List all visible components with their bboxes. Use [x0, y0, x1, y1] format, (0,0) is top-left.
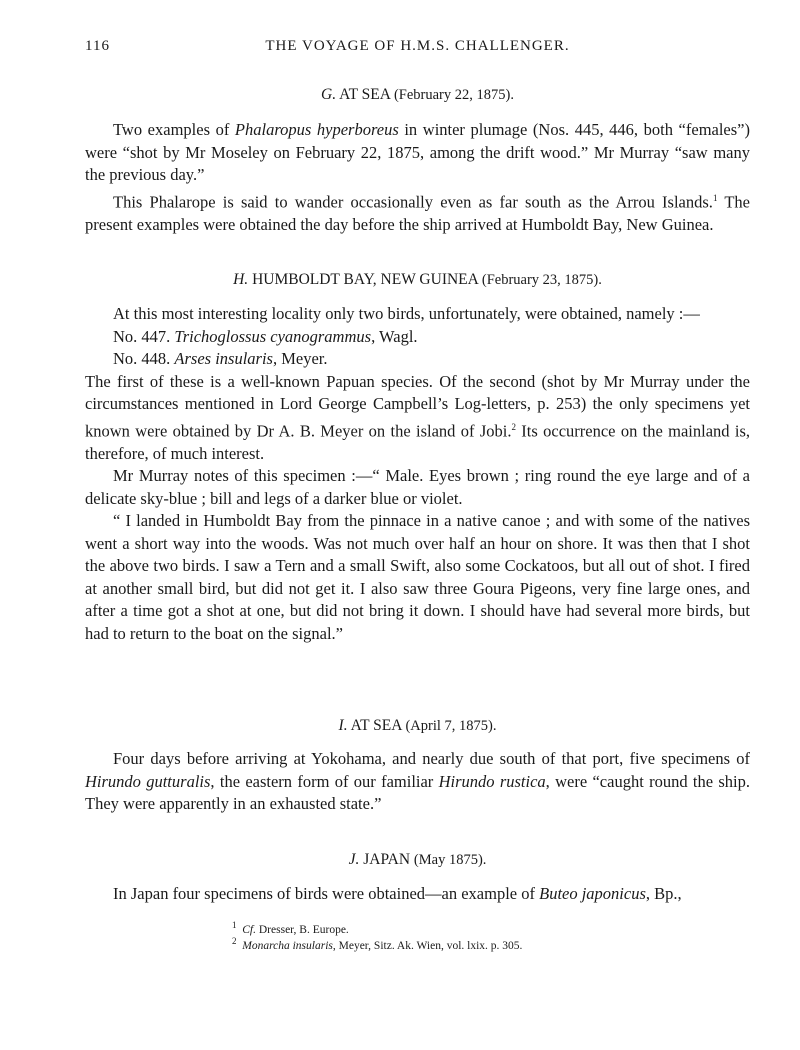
section-heading-g: G. AT SEA (February 22, 1875).	[321, 86, 514, 103]
paragraph: This Phalarope is said to wander occasionally even as far south as the Arrou Islands.$^1$ The present examples were obtained the day before the ship arrived at Humboldt Bay, New Guinea.	[85, 192, 751, 234]
running-title: THE VOYAGE OF H.M.S. CHALLENGER.	[265, 38, 570, 54]
running-header	[85, 38, 750, 58]
species-name: Buteo japonicus	[539, 884, 646, 903]
species-name: Arses insularis	[174, 349, 273, 368]
section-j-text	[85, 883, 750, 906]
paragraph: The first of these is a well-known Papuan species. Of the second (shot by Mr Murray under the circumstances mentioned in Lord George Campbell’s Log-letters, p. 253) the only specimens yet known were obtained by Dr A. B. Meyer on the island of Jobi.$^2$ Its occurrence on the mainland is, therefore, of much interest.	[85, 371, 751, 463]
paragraph: In Japan four specimens of birds were obtained—an example of Buteo japonicus, Bp.,	[113, 884, 682, 903]
paragraph: Mr Murray notes of this specimen :—“ Male. Eyes brown ; ring round the eye large and of a delicate sky-blue ; bill and legs of a darker blue or violet.	[85, 466, 750, 508]
species-name: Trichoglossus cyanogrammus	[174, 326, 372, 346]
species-name: Phalaropus hyperboreus	[234, 120, 399, 139]
paragraph: At this most interesting locality only two birds, unfortunately, were obtained, namely :—	[113, 304, 700, 323]
section-h-text	[85, 303, 750, 645]
section-g-text	[85, 119, 750, 236]
footnote-ref: 1	[712, 192, 718, 203]
species-name: Hirundo gutturalis	[85, 771, 211, 791]
footnote-1: $^1$ Cf. Dresser, B. Europe.	[232, 920, 349, 936]
footnote-2: $^2$ Monarcha insularis, Meyer, Sitz. Ak. Wien, vol. lxix. p. 305.	[232, 936, 523, 952]
paragraph: Four days before arriving at Yokohama, and nearly due south of that port, five specimens of Hirundo gutturalis, the eastern form of our familiar Hirundo rustica, were “caught round the ship. They were apparently in an exhausted state.”	[85, 749, 750, 813]
list-item: No. 447. Trichoglossus cyanogrammus, Wagl.	[113, 326, 418, 346]
section-heading-j: J. JAPAN (May 1875).	[348, 851, 487, 868]
section-heading-i: I. AT SEA (April 7, 1875).	[338, 717, 497, 734]
paragraph: “ I landed in Humboldt Bay from the pinnace in a native canoe ; and with some of the natives went a short way into the woods. Was not much over half an hour on shore. It was then that I shot the above two birds. I saw a Tern and a small Swift, also some Cockatoos, but all out of shot. I fired at another small bird, but did not get it. I also saw three Goura Pigeons, very fine large ones, and after a time got a shot at one, but did not bring it down. I should have had several more birds, but had to return to the boat on the signal.”	[85, 511, 750, 643]
footnote-ref: 2	[511, 421, 516, 432]
list-item: No. 448. Arses insularis, Meyer.	[113, 349, 328, 368]
page-number: 116	[85, 38, 110, 54]
section-i-text	[85, 748, 750, 816]
section-heading-h: H. HUMBOLDT BAY, NEW GUINEA (February 23, 1875).	[233, 271, 602, 288]
species-name: Hirundo rustica	[438, 771, 546, 791]
paragraph: Two examples of Phalaropus hyperboreus in winter plumage (Nos. 445, 446, both “females”) were “shot by Mr Moseley on February 22, 1875, among the drift wood.” Mr Murray “saw many the previous day.”	[85, 120, 750, 184]
